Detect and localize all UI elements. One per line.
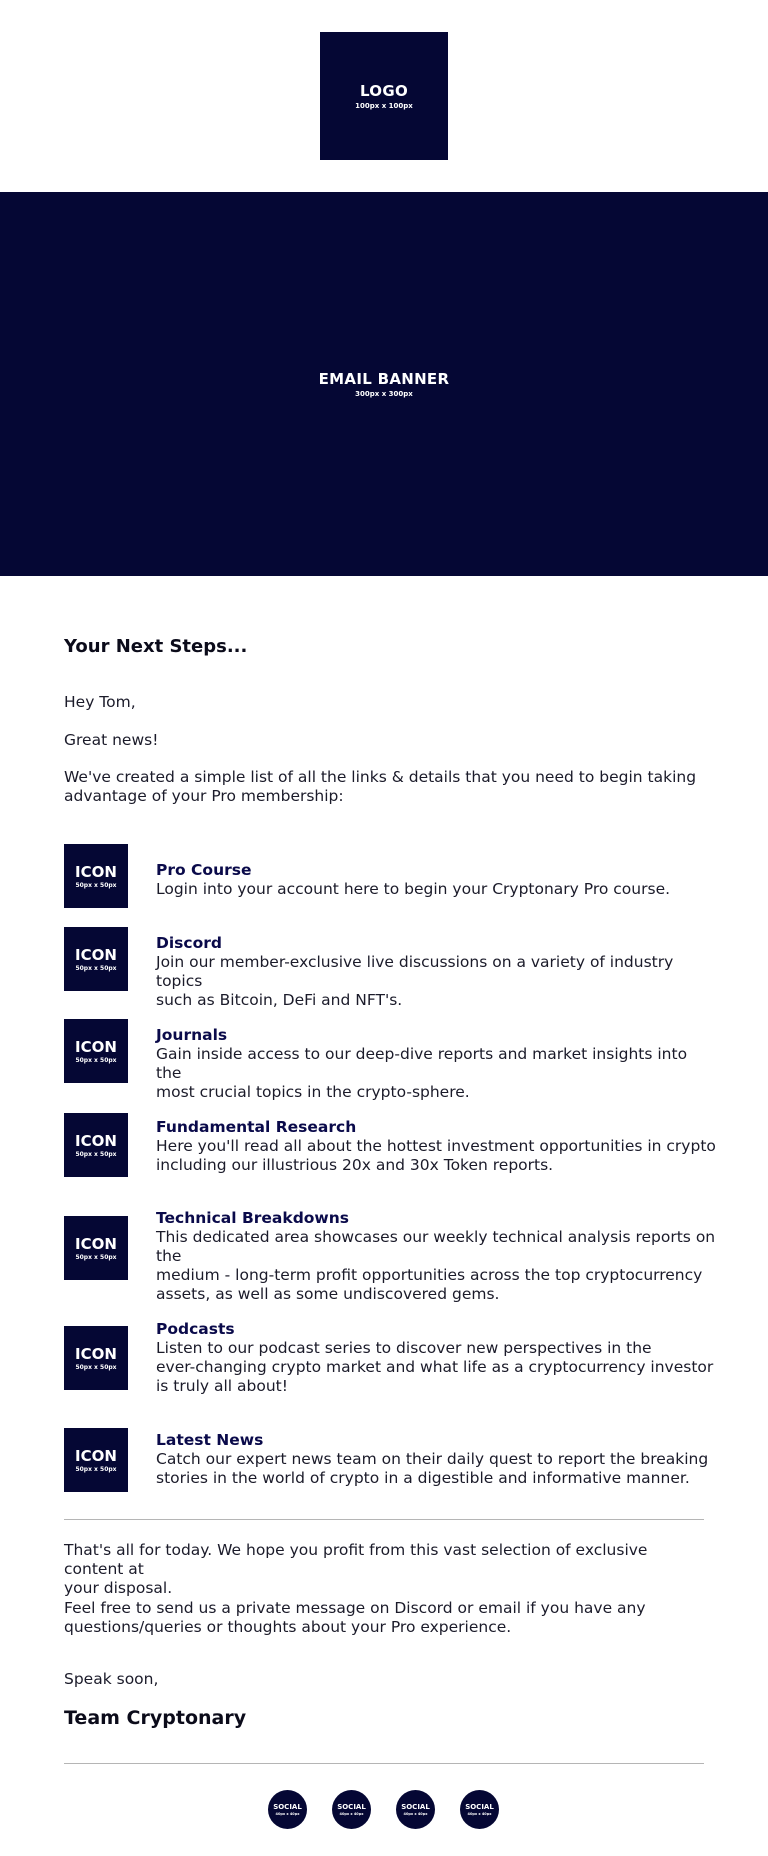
social-size: 40px x 40px — [467, 1812, 492, 1816]
closing-line: your disposal. — [64, 1579, 173, 1597]
icon-size: 50px x 50px — [75, 1253, 117, 1261]
placeholder-icon — [64, 1216, 128, 1280]
description-line: Listen to our podcast series to discover new perspectives in the — [156, 1339, 652, 1357]
item-description — [156, 1045, 716, 1102]
icon-size: 50px x 50px — [75, 881, 117, 889]
social-size: 40px x 40px — [339, 1812, 364, 1816]
intro-paragraph — [64, 768, 704, 806]
social-label: SOCIAL — [465, 1803, 494, 1811]
item-description — [156, 1228, 716, 1304]
contact-line: Feel free to send us a private message on Discord or email if you have any — [64, 1599, 646, 1617]
placeholder-icon — [64, 1326, 128, 1390]
logo-label: LOGO — [359, 82, 409, 100]
description-line: is truly all about! — [156, 1377, 288, 1395]
placeholder-icon — [64, 1019, 128, 1083]
item-title[interactable]: Technical Breakdowns — [156, 1209, 350, 1227]
icon-label: ICON — [75, 945, 117, 964]
banner-label: EMAIL BANNER — [318, 370, 450, 388]
icon-size: 50px x 50px — [75, 964, 117, 972]
social-size: 40px x 40px — [275, 1812, 300, 1816]
description-line: including our illustrious 20x and 30x Token reports. — [156, 1156, 554, 1174]
item-title[interactable]: Journals — [156, 1026, 228, 1044]
contact-line: questions/queries or thoughts about your Pro experience. — [64, 1618, 512, 1636]
description-line: such as Bitcoin, DeFi and NFT's. — [156, 991, 403, 1009]
item-description — [156, 880, 716, 899]
description-line: medium - long-term profit opportunities across the top cryptocurrency — [156, 1266, 703, 1284]
greeting: Hey Tom, — [64, 693, 136, 711]
icon-size: 50px x 50px — [75, 1363, 117, 1371]
divider — [64, 1763, 704, 1764]
icon-size: 50px x 50px — [75, 1465, 117, 1473]
item-title[interactable]: Pro Course — [156, 861, 252, 879]
intro-line: We've created a simple list of all the links & details that you need to begin taking — [64, 768, 697, 786]
icon-label: ICON — [75, 862, 117, 881]
icon-label: ICON — [75, 1131, 117, 1150]
icon-label: ICON — [75, 1344, 117, 1363]
item-description — [156, 953, 716, 1010]
page-title: Your Next Steps... — [64, 636, 248, 657]
intro-line: advantage of your Pro membership: — [64, 787, 344, 805]
social-size: 40px x 40px — [403, 1812, 428, 1816]
icon-label: ICON — [75, 1037, 117, 1056]
item-title[interactable]: Latest News — [156, 1431, 264, 1449]
banner-size: 300px x 300px — [355, 390, 413, 398]
social-icon[interactable] — [460, 1790, 499, 1829]
social-icon[interactable] — [396, 1790, 435, 1829]
great-news: Great news! — [64, 731, 159, 749]
item-description — [156, 1339, 716, 1396]
placeholder-icon — [64, 1428, 128, 1492]
social-label: SOCIAL — [273, 1803, 302, 1811]
description-line: Catch our expert news team on their daily quest to report the breaking — [156, 1450, 709, 1468]
description-line: Gain inside access to our deep-dive reports and market insights into the — [156, 1045, 688, 1082]
divider — [64, 1519, 704, 1520]
placeholder-icon — [64, 1113, 128, 1177]
item-title[interactable]: Podcasts — [156, 1320, 235, 1338]
social-label: SOCIAL — [337, 1803, 366, 1811]
description-line: assets, as well as some undiscovered gems. — [156, 1285, 500, 1303]
description-line: ever-changing crypto market and what life as a cryptocurrency investor — [156, 1358, 714, 1376]
closing-paragraph — [64, 1541, 704, 1598]
description-line: Login into your account here to begin your Cryptonary Pro course. — [156, 880, 671, 898]
social-label: SOCIAL — [401, 1803, 430, 1811]
description-line: Here you'll read all about the hottest investment opportunities in crypto — [156, 1137, 716, 1155]
icon-label: ICON — [75, 1234, 117, 1253]
speak-soon: Speak soon, — [64, 1670, 159, 1688]
placeholder-icon — [64, 927, 128, 991]
social-icon[interactable] — [332, 1790, 371, 1829]
item-title[interactable]: Discord — [156, 934, 222, 952]
description-line: most crucial topics in the crypto-sphere. — [156, 1083, 470, 1101]
contact-paragraph — [64, 1599, 704, 1637]
social-links — [0, 1790, 768, 1830]
item-description — [156, 1450, 716, 1488]
social-icon[interactable] — [268, 1790, 307, 1829]
icon-label: ICON — [75, 1446, 117, 1465]
description-line: Join our member-exclusive live discussions on a variety of industry topics — [156, 953, 674, 990]
signoff: Team Cryptonary — [64, 1707, 247, 1729]
logo-size: 100px x 100px — [355, 102, 413, 110]
placeholder-icon — [64, 844, 128, 908]
icon-size: 50px x 50px — [75, 1150, 117, 1158]
description-line: stories in the world of crypto in a digestible and informative manner. — [156, 1469, 690, 1487]
description-line: This dedicated area showcases our weekly technical analysis reports on the — [156, 1228, 716, 1265]
item-title[interactable]: Fundamental Research — [156, 1118, 357, 1136]
icon-size: 50px x 50px — [75, 1056, 117, 1064]
email-banner — [0, 192, 768, 576]
item-description — [156, 1137, 716, 1175]
logo-placeholder — [320, 32, 448, 160]
closing-line: That's all for today. We hope you profit from this vast selection of exclusive content at — [64, 1541, 648, 1578]
